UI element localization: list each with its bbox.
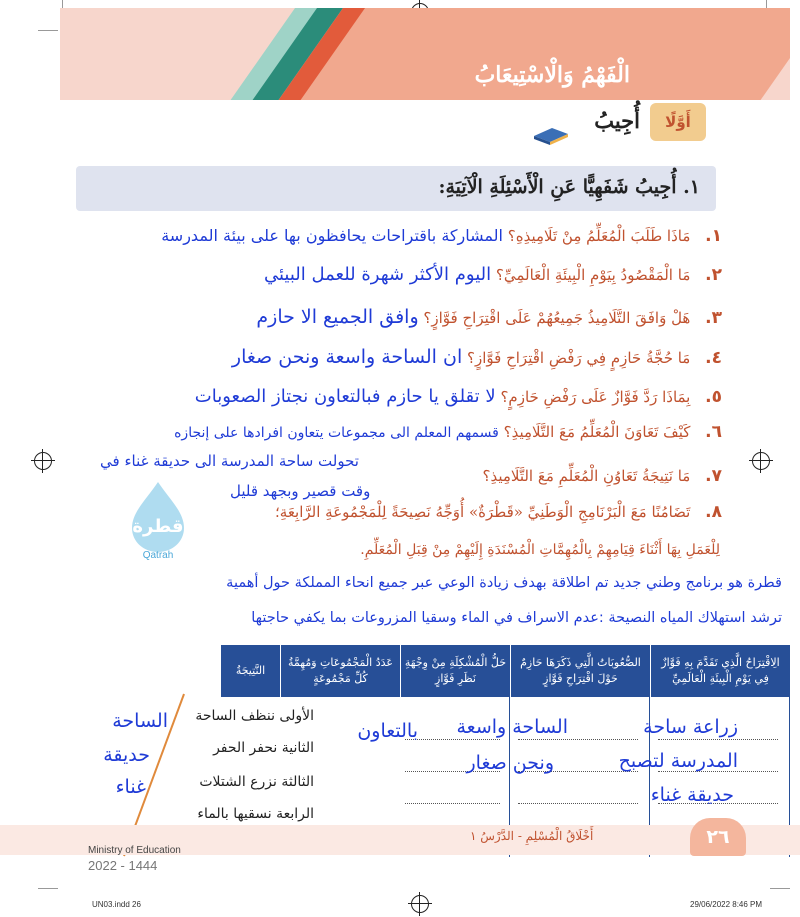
answer-text: المشاركة باقتراحات يحافظون بها على بيئة المدرسة [161,226,503,245]
crop-line [38,30,58,31]
chapter-banner [60,8,790,100]
table-header-cell: حَلُّ الْمُشْكِلَةِ مِنْ وِجْهَةِ نَظَرِ فَوَّازٍ [400,645,510,697]
answer-text: وافق الجميع الا حازم [256,306,419,328]
answer-text: تحولت ساحة المدرسة الى حديقة غناء في [100,452,359,470]
answer-text: لا تقلق يا حازم فبالتعاون نجتاز الصعوبات [194,386,496,407]
question-number: ٢. [705,265,722,285]
section-title: أُجِيبُ [594,108,640,133]
question-text: هَلْ وَافَقَ التَّلَامِيذُ جَمِيعُهُمْ عَلَى اقْتِرَاحِ فَوَّازٍ؟ [423,309,691,327]
registration-mark-right [752,452,770,470]
page-number: ٢٦ [690,818,746,856]
table-answer: حديقة غناء [650,784,734,806]
answer-text: قسمهم المعلم الى مجموعات يتعاون افرادها على إنجازه [174,425,499,441]
edition-year: 2022 - 1444 [88,858,158,873]
question-text: مَا الْمَقْصُودُ بِيَوْمِ الْبِيئَةِ الْعَالَمِيِّ؟ [495,266,691,284]
table-header-cell: النَّتِيجَةُ [220,645,280,697]
print-slug-date: 29/06/2022 8:46 PM [690,900,763,909]
table-answer: حديقة [103,744,150,766]
qatrah-logo-icon [126,478,190,560]
answer-text: وقت قصير وبجهد قليل [230,482,371,500]
question-row [161,226,722,246]
table-header-cell: الصُّعُوبَاتُ الَّتِي ذَكَرَهَا حَازِمٌ حَوْلَ اقْتِرَاحِ فَوَّازٍ [510,645,650,697]
crop-line [770,888,790,889]
question-row [232,346,722,368]
exercise-header-text: ١. أُجِيبُ شَفَهِيًّا عَنِ الْأَسْئِلَةِ الْآتِيَةِ: [438,176,700,198]
question-row [275,502,722,522]
question-number: ٦. [705,422,722,442]
question-number: ٤. [705,348,722,368]
exercise-header [76,166,716,211]
print-slug-file: UN03.indd 26 [92,900,141,909]
answer-line [518,739,638,740]
table-answer: الساحة واسعة [456,716,568,738]
table-answer: غناء [115,776,146,798]
qatrah-logo-arabic: قطرة [132,516,184,537]
answer-line [518,803,638,804]
table-answer: بالتعاون [357,720,418,742]
registration-mark-bottom [411,895,429,913]
table-header-cell: عَدَدُ الْمَجْمُوعَاتِ وَمُهِمَّةُ كُلِّ مَجْمُوعَةٍ [280,645,400,697]
table-header-cell: الِاقْتِرَاحُ الَّذِي تَقَدَّمَ بِهِ فَوَّازٌ فِي يَوْمِ الْبِيئَةِ الْعَالَمِيِّ [650,645,790,697]
section-badge: أَوَّلًا [650,103,706,141]
answer-text: اليوم الأكثر شهرة للعمل البيئي [263,264,492,285]
answer-line [658,739,778,740]
question-number: ٧. [705,466,722,486]
table-answer: المدرسة لتصبح [618,750,738,772]
question-row [195,386,722,407]
question-row [174,422,722,442]
answer-line [405,739,500,740]
question-text: كَيْفَ تَعَاوَنَ الْمُعَلِّمُ مَعَ التَّلَامِيذِ؟ [503,423,691,441]
question-row [264,264,722,285]
question-text: مَا حُجَّةُ حَازِمٍ فِي رَفْضِ اقْتِرَاحِ فَوَّازٍ؟ [467,349,691,367]
crop-line [38,888,58,889]
question-text-continued: لِلْعَمَلِ بِهَا أَثْنَاءَ قِيَامِهِمْ بِالْمُهِمَّاتِ الْمُسْنَدَةِ إِلَيْهِمْ مِنْ قِبَلِ الْمُعَلِّمِ. [360,542,720,558]
table-answer: الرابعة نسقيها بالماء [197,806,314,822]
answer-line [405,803,500,804]
banner-title: الْفَهْمُ وَالْاسْتِيعَابُ [474,62,630,88]
question-number: ٥. [705,387,722,407]
question-number: ١. [705,226,722,246]
question-number: ٨. [705,502,722,522]
answer-8-line-1: قطرة هو برنامج وطني جديد تم اطلاقة بهدف زيادة الوعي عبر جميع انحاء المملكة حول أهمية [226,575,782,591]
table-answer: زراعة ساحة [643,716,738,738]
book-icon [532,124,570,146]
question-row [256,306,722,328]
registration-mark-left [34,452,52,470]
question-text: بِمَاذَا رَدَّ فَوَّازٌ عَلَى رَفْضِ حَازِمٍ؟ [500,388,691,406]
answer-8-line-2: ترشد استهلاك المياه النصيحة :عدم الاسراف في الماء وسقيا المزروعات بما يكفي حاجتها [251,610,782,626]
question-number: ٣. [705,308,722,328]
ministry-label: Ministry of Education [88,845,181,856]
question-row [482,466,722,486]
table-answer: الأولى ننظف الساحة [195,708,314,724]
footer-lesson-title: أَخْلَاقُ الْمُسْلِمِ - الدَّرْسُ ١ [470,829,594,843]
table-answer: ونحن صغار [466,752,554,774]
table-answer: الثانية نحفر الحفر [213,740,314,756]
question-text: مَاذَا طَلَبَ الْمُعَلِّمُ مِنْ تَلَامِيذِهِ؟ [507,227,691,245]
question-text: تَضَامُنًا مَعَ الْبَرْنَامِجِ الْوَطَنِيِّ «قَطْرَةٌ» أُوَجِّهُ نَصِيحَةً لِلْمَجْمُوعَةِ الرَّابِعَةِ؛ [275,503,691,521]
table-answer: الساحة [112,710,168,732]
question-text: مَا نَتِيجَةُ تَعَاوُنِ الْمُعَلِّمِ مَعَ التَّلَامِيذِ؟ [482,467,691,485]
table-answer: الثالثة نزرع الشتلات [199,774,314,790]
qatrah-logo-text: Qatrah [142,550,174,560]
answer-text: ان الساحة واسعة ونحن صغار [231,346,463,368]
